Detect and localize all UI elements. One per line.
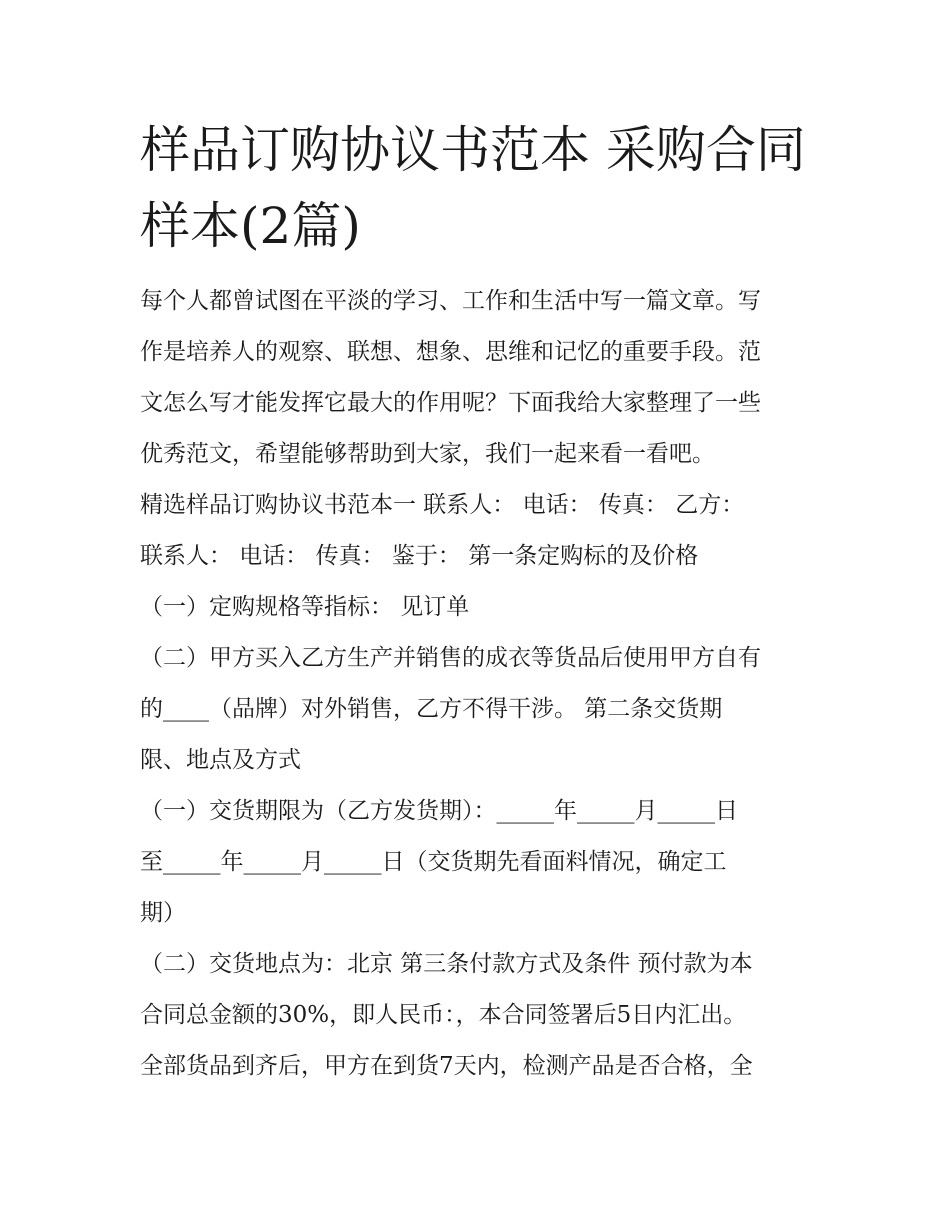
body-line: 精选样品订购协议书范本一 联系人： 电话： 传真： 乙方： [140,492,745,518]
document-title: 样品订购协议书范本 采购合同样本(2篇) [140,121,806,255]
body-line: 作是培养人的观察、联想、想象、思维和记忆的重要手段。范 [140,339,761,365]
body-line: 文怎么写才能发挥它最大的作用呢？下面我给大家整理了一些 [140,390,761,416]
body-line: （二）甲方买入乙方生产并销售的成衣等货品后使用甲方自有 [140,645,761,671]
document-body [140,276,830,1092]
body-line: 合同总金额的30%，即人民币：，本合同签署后5日内汇出。 [140,1002,747,1028]
body-line: （二）交货地点为：北京 第三条付款方式及条件 预付款为本 [140,951,753,977]
body-line: （一）定购规格等指标： 见订单 [140,594,470,620]
body-line: 联系人： 电话： 传真： 鉴于： 第一条定购标的及价格 [140,543,699,569]
body-line: 至_____年_____月_____日（交货期先看面料情况，确定工 [140,849,727,875]
body-line: 限、地点及方式 [140,747,301,773]
body-line: 全部货品到齐后，甲方在到货7天内，检测产品是否合格，全 [140,1053,753,1079]
body-line: 优秀范文，希望能够帮助到大家，我们一起来看一看吧。 [140,441,715,467]
body-line: 的____（品牌）对外销售，乙方不得干涉。 第二条交货期 [140,696,723,722]
body-line: （一）交货期限为（乙方发货期）：_____年_____月_____日 [140,798,738,824]
body-line: 每个人都曾试图在平淡的学习、工作和生活中写一篇文章。写 [140,288,761,314]
body-line: 期） [140,900,186,926]
